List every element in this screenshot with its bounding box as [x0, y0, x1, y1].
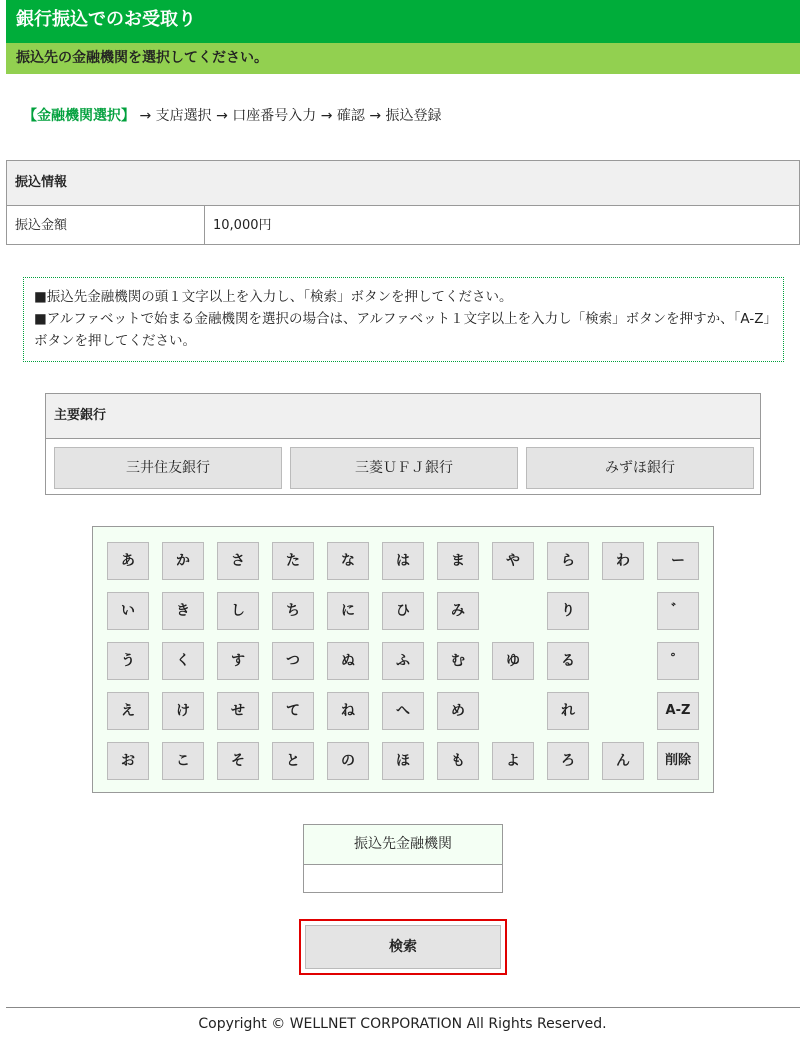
kana-key[interactable]: や: [492, 542, 534, 580]
kana-key[interactable]: ち: [272, 592, 314, 630]
transfer-amount-label: 振込金額: [7, 206, 205, 245]
bank-button-smbc[interactable]: 三井住友銀行: [54, 447, 282, 489]
kana-key[interactable]: ゛: [657, 592, 699, 630]
kana-key[interactable]: ね: [327, 692, 369, 730]
kana-key[interactable]: こ: [162, 742, 204, 780]
transfer-amount-value: 10,000円: [213, 218, 272, 233]
kana-key[interactable]: く: [162, 642, 204, 680]
bank-button-mufg[interactable]: 三菱ＵＦＪ銀行: [290, 447, 518, 489]
kana-key[interactable]: み: [437, 592, 479, 630]
instruction-line-1: ■振込先金融機関の頭１文字以上を入力し、「検索」ボタンを押してください。: [34, 289, 513, 305]
bank-button-mizuho[interactable]: みずほ銀行: [526, 447, 754, 489]
kana-key[interactable]: い: [107, 592, 149, 630]
transfer-amount-row: [7, 206, 799, 245]
kana-key[interactable]: あ: [107, 542, 149, 580]
kana-key[interactable]: え: [107, 692, 149, 730]
kana-key[interactable]: れ: [547, 692, 589, 730]
kana-key[interactable]: む: [437, 642, 479, 680]
kana-key[interactable]: せ: [217, 692, 259, 730]
kana-key[interactable]: さ: [217, 542, 259, 580]
kana-key[interactable]: ぬ: [327, 642, 369, 680]
kana-key[interactable]: に: [327, 592, 369, 630]
kana-key[interactable]: ひ: [382, 592, 424, 630]
transfer-info-table: [6, 160, 800, 245]
page-header: [6, 0, 800, 43]
kana-key[interactable]: お: [107, 742, 149, 780]
transfer-info-heading: 振込情報: [7, 161, 799, 206]
kana-key[interactable]: ろ: [547, 742, 589, 780]
current-step: 【金融機関選択】: [23, 108, 135, 124]
kana-key[interactable]: け: [162, 692, 204, 730]
selected-bank-label: 振込先金融機関: [304, 825, 502, 865]
kana-key[interactable]: う: [107, 642, 149, 680]
search-button-highlight: [299, 919, 507, 975]
kana-keyboard: [92, 526, 714, 793]
kana-key[interactable]: め: [437, 692, 479, 730]
instruction-line-2: ■アルファベットで始まる金融機関を選択の場合は、アルファベット１文字以上を入力し「検索」ボタンを押すか、「A-Z」ボタンを押してください。: [34, 311, 771, 349]
kana-key[interactable]: つ: [272, 642, 314, 680]
kana-key[interactable]: て: [272, 692, 314, 730]
kana-key[interactable]: の: [327, 742, 369, 780]
kana-key[interactable]: り: [547, 592, 589, 630]
copyright-text: Copyright © WELLNET CORPORATION All Rights Reserved.: [198, 1016, 607, 1032]
kana-key[interactable]: そ: [217, 742, 259, 780]
major-banks-panel: [45, 393, 761, 495]
instruction-text: 振込先の金融機関を選択してください。: [16, 50, 268, 66]
search-button[interactable]: 検索: [305, 925, 501, 969]
step-breadcrumb: [23, 106, 442, 126]
page-title: 銀行振込でのお受取り: [16, 9, 196, 30]
kana-key[interactable]: ま: [437, 542, 479, 580]
major-banks-heading: 主要銀行: [46, 394, 760, 439]
kana-key[interactable]: 削除: [657, 742, 699, 780]
kana-key[interactable]: ほ: [382, 742, 424, 780]
kana-key[interactable]: ら: [547, 542, 589, 580]
kana-key[interactable]: A-Z: [657, 692, 699, 730]
kana-key[interactable]: わ: [602, 542, 644, 580]
kana-key[interactable]: ー: [657, 542, 699, 580]
kana-key[interactable]: た: [272, 542, 314, 580]
kana-key[interactable]: よ: [492, 742, 534, 780]
kana-key[interactable]: ん: [602, 742, 644, 780]
kana-key[interactable]: す: [217, 642, 259, 680]
instructions-box: [23, 277, 784, 362]
kana-key[interactable]: し: [217, 592, 259, 630]
kana-key[interactable]: ゜: [657, 642, 699, 680]
kana-key[interactable]: も: [437, 742, 479, 780]
kana-key[interactable]: な: [327, 542, 369, 580]
sub-header: [6, 43, 800, 74]
kana-key[interactable]: る: [547, 642, 589, 680]
selected-bank-box: [303, 824, 503, 893]
kana-key[interactable]: へ: [382, 692, 424, 730]
kana-key[interactable]: き: [162, 592, 204, 630]
kana-key[interactable]: ゆ: [492, 642, 534, 680]
selected-bank-value: [304, 865, 502, 893]
kana-key[interactable]: は: [382, 542, 424, 580]
kana-key[interactable]: と: [272, 742, 314, 780]
kana-key[interactable]: ふ: [382, 642, 424, 680]
remaining-steps: → 支店選択 → 口座番号入力 → 確認 → 振込登録: [135, 108, 442, 124]
footer-divider: [6, 1007, 800, 1008]
kana-key[interactable]: か: [162, 542, 204, 580]
